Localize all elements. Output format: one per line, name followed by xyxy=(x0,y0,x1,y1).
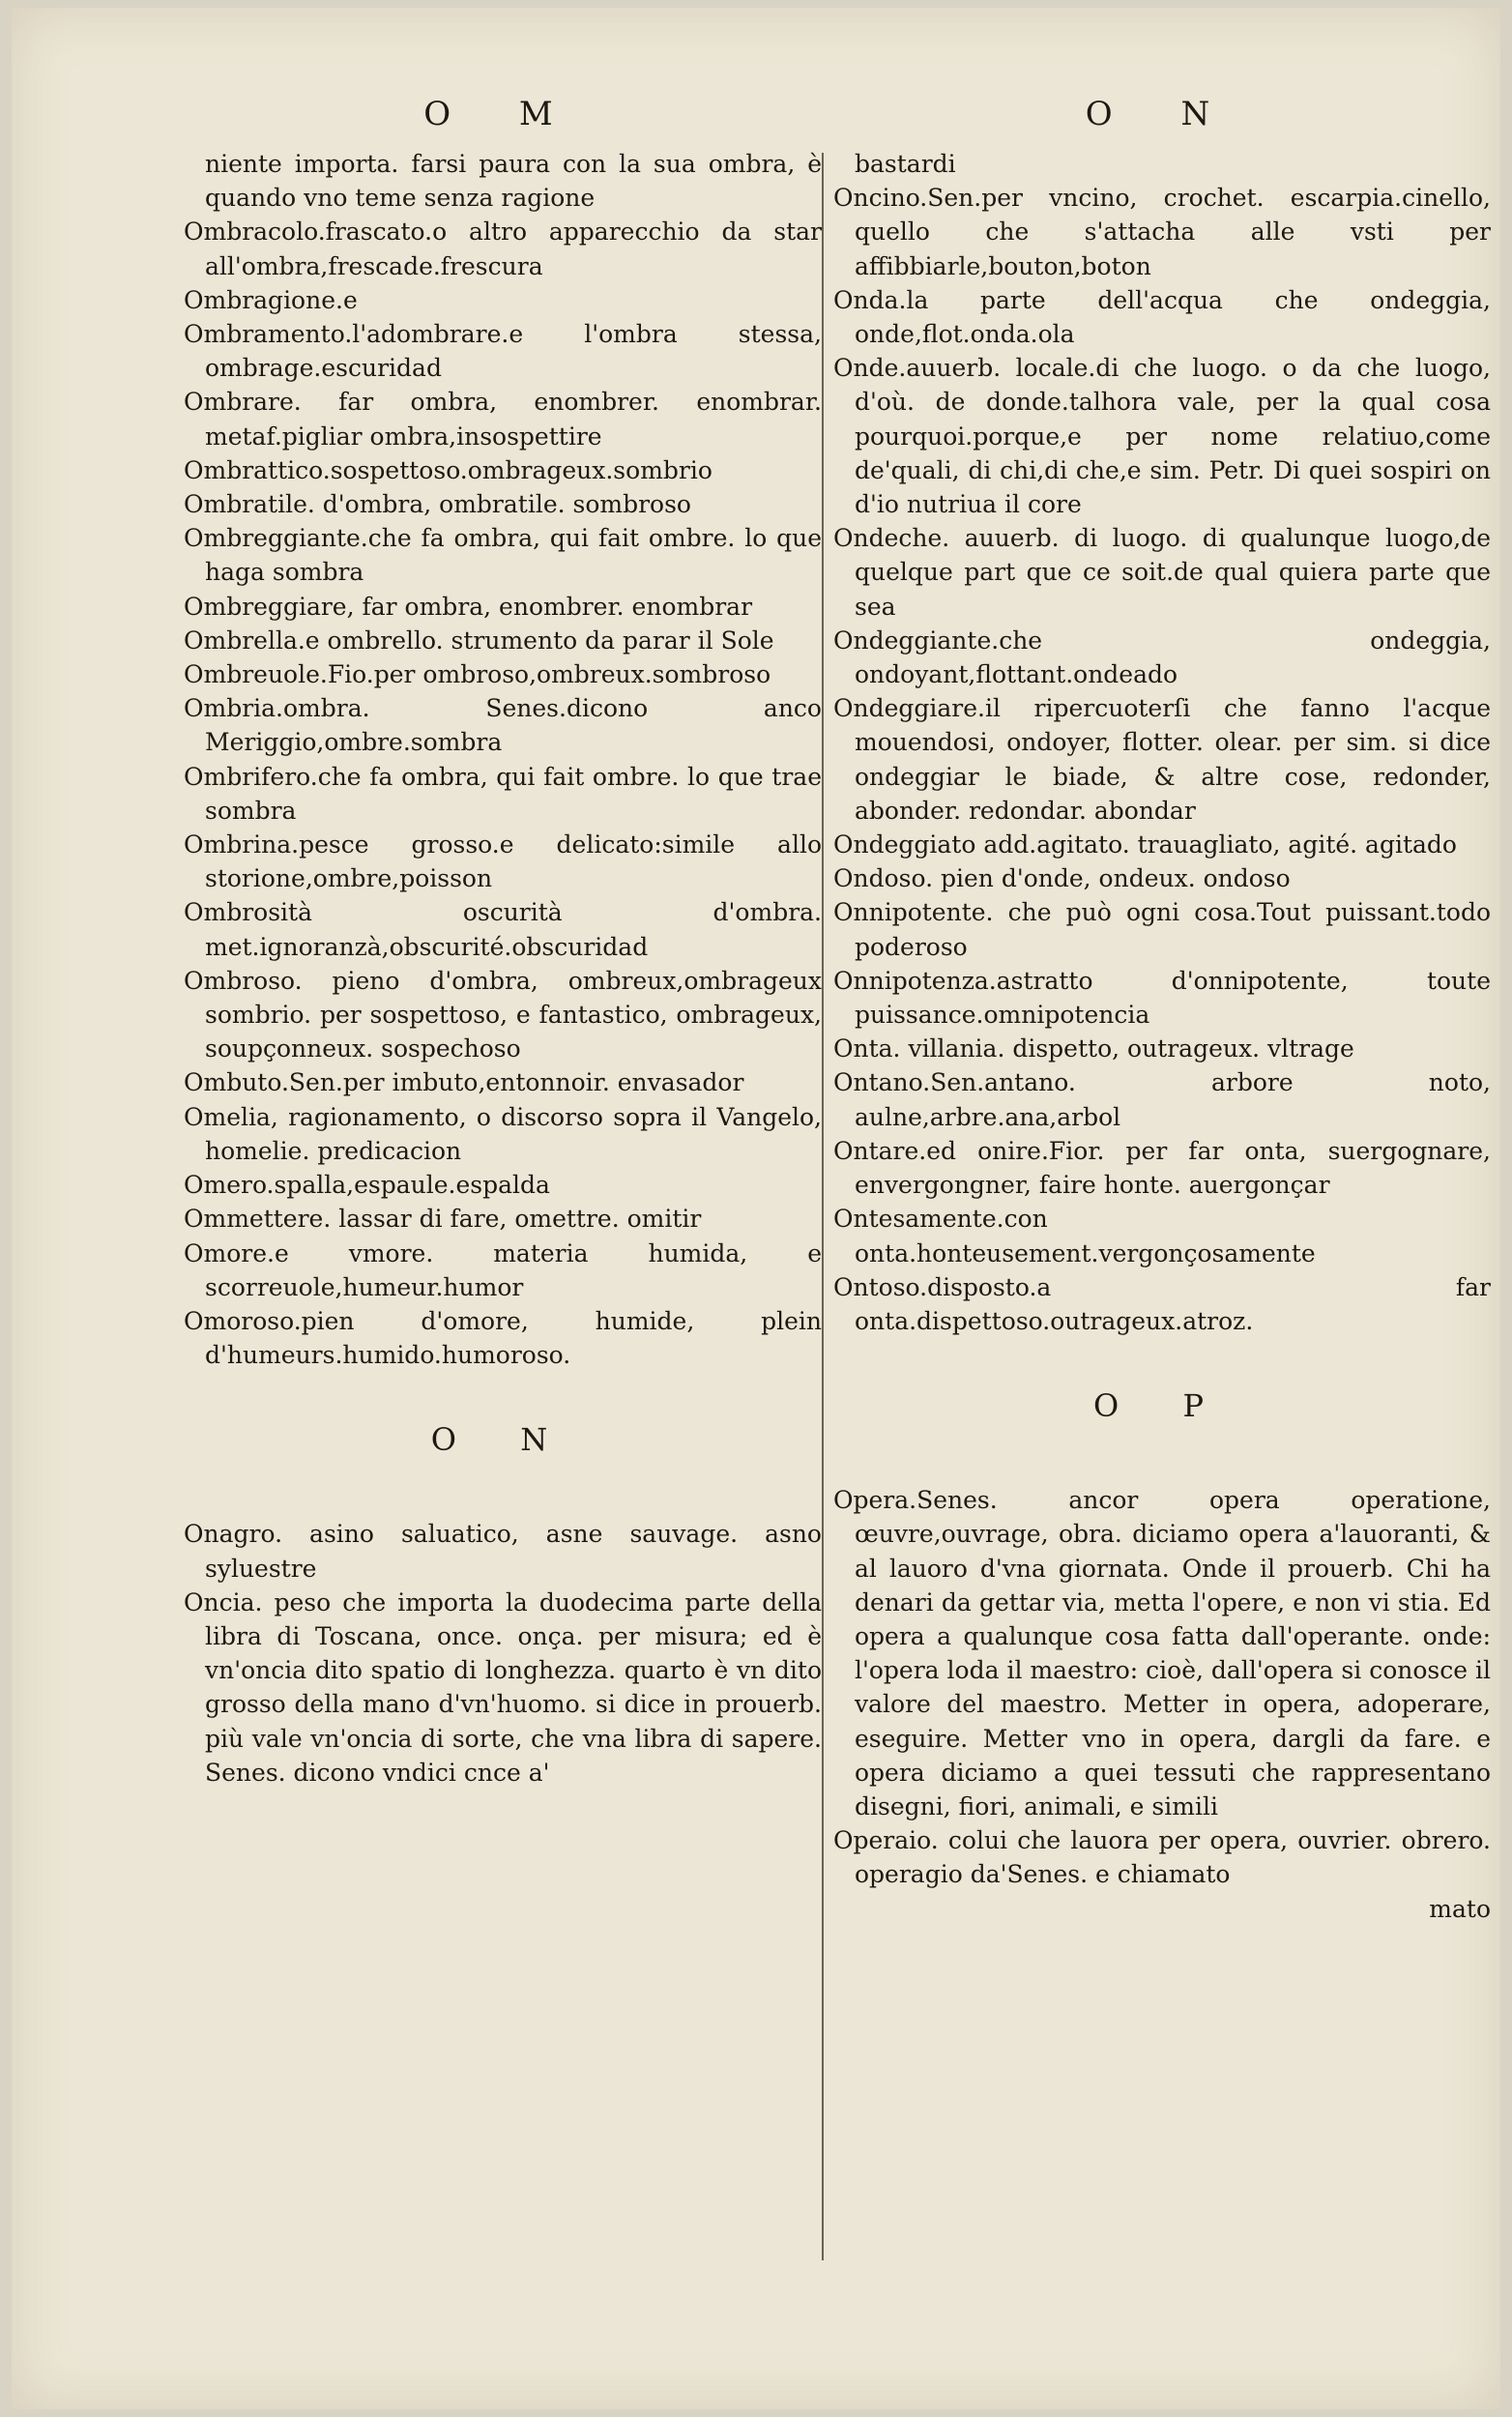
dictionary-entry: Ombreggiante.che fa ombra, qui fait ombre. lo que haga sombra xyxy=(184,524,822,587)
dictionary-entry: Ondeche. auuerb. di luogo. di qualunque luogo,de quelque part que ce soit.de qual quiera parte que sea xyxy=(833,524,1491,621)
dictionary-entry: Ontesamente.con onta.honteusement.vergonçosamente xyxy=(833,1205,1316,1267)
dictionary-entry: Oncino.Sen.per vncino, crochet. escarpia.cinello, quello che s'attacha alle vsti per affibbiarle,bouton,boton xyxy=(833,184,1491,280)
dictionary-entry: Oncia. peso che importa la duodecima parte della libra di Toscana, once. onça. per misura; ed è vn'oncia dito spatio di longhezza. quarto è vn dito grosso della mano d'vn'huomo. si dice in prouerb. più vale vn'oncia di sorte, che vna libra di sapere. Senes. dicono vndici cnce a' xyxy=(184,1587,822,1787)
dictionary-entry: Ombragione.e xyxy=(184,285,358,314)
dictionary-entry: Ombrosità oscurità d'ombra. met.ignoranzà,obscurité.obscuridad xyxy=(184,898,822,961)
dictionary-entry: Ombratile. d'ombra, ombratile. sombroso xyxy=(184,490,691,519)
dictionary-entry: Ombrifero.che fa ombra, qui fait ombre. lo que trae sombra xyxy=(184,762,822,825)
column-divider xyxy=(822,153,824,2260)
dictionary-entry: Ondoso. pien d'onde, ondeux. ondoso xyxy=(833,864,1291,893)
dictionary-entry: Ombuto.Sen.per imbuto,entonnoir. envasador xyxy=(184,1068,744,1097)
dictionary-entry: Onnipotenza.astratto d'onnipotente, toute puissance.omnipotencia xyxy=(833,966,1491,1030)
catchword: mato xyxy=(1429,1894,1491,1923)
dictionary-entry: Ombramento.l'adombrare.e l'ombra stessa, ombrage.escuridad xyxy=(184,320,822,383)
section-header-on: O N xyxy=(430,1421,575,1459)
dictionary-entry: niente importa. farsi paura con la sua ombra, è quando vno teme senza ragione xyxy=(205,150,822,213)
dictionary-entry: Onnipotente. che può ogni cosa.Tout puissant.todo poderoso xyxy=(833,898,1491,961)
dictionary-entry: Ombrella.e ombrello. strumento da parar il Sole xyxy=(184,626,774,655)
right-column-header: O N xyxy=(1085,95,1239,133)
dictionary-entry: Omoroso.pien d'omore, humide, plein d'humeurs.humido.humoroso. xyxy=(184,1306,822,1370)
dictionary-entry: Onde.auuerb. locale.di che luogo. o da che luogo, d'où. de donde.talhora vale, per la qual cosa pourquoi.porque,e per nome relatiuo,come de'quali, di chi,di che,e sim. Petr. Di quei sospiri on d'io nutriua il core xyxy=(833,354,1491,519)
dictionary-entry: Omero.spalla,espaule.espalda xyxy=(184,1171,550,1200)
dictionary-entry: Ombrare. far ombra, enombrer. enombrar. metaf.pigliar ombra,insospettire xyxy=(184,388,822,451)
dictionary-entry: Ommettere. lassar di fare, omettre. omitir xyxy=(184,1205,702,1234)
dictionary-entry: Ombracolo.frascato.o altro apparecchio da star all'ombra,frescade.frescura xyxy=(184,218,822,280)
dictionary-entry: Opera.Senes. ancor opera operatione, œuvre,ouvrage, obra. diciamo opera a'lauoranti, & al lauoro d'vna giornata. Onde il prouerb. Chi ha denari da gettar via, metta l'opere, e non vi stia. Ed opera a qualunque cosa fatta dall'operante. onde: l'opera loda il maestro: cioè, dall'opera si conosce il valore del maestro. Metter in opera, adoperare, eseguire. Metter vno in opera, dargli da fare. e opera diciamo a quei tessuti che rappresentano disegni, fiori, animali, e simili xyxy=(833,1486,1491,1820)
dictionary-entry: Ondeggiare.il ripercuoterſi che fanno l'acque mouendosi, ondoyer, flotter. olear. per sim. si dice ondeggiar le biade, & altre cose, redonder, abonder. redondar. abondar xyxy=(833,694,1491,825)
dictionary-entry: Omelia, ragionamento, o discorso sopra il Vangelo, homelie. predicacion xyxy=(184,1102,822,1165)
dictionary-entry: Ontoso.disposto.a far onta.dispettoso.outrageux.atroz. xyxy=(833,1272,1491,1335)
dictionary-page xyxy=(12,8,1500,2409)
dictionary-entry: Ondeggiante.che ondeggia, ondoyant,flottant.ondeado xyxy=(833,626,1491,689)
dictionary-entry: Ontano.Sen.antano. arbore noto, aulne,arbre.ana,arbol xyxy=(833,1068,1491,1131)
dictionary-entry: Onda.la parte dell'acqua che ondeggia, onde,flot.onda.ola xyxy=(833,285,1491,349)
section-header-op: O P xyxy=(1093,1387,1231,1425)
dictionary-entry: Ombreggiare, far ombra, enombrer. enombrar xyxy=(184,592,753,621)
dictionary-entry: Onta. villania. dispetto, outrageux. vltrage xyxy=(833,1034,1354,1063)
dictionary-entry: Ontare.ed onire.Fior. per far onta, suergognare, envergongner, faire honte. auergonçar xyxy=(833,1136,1491,1200)
left-column-header: O M xyxy=(423,95,582,133)
dictionary-entry: Operaio. colui che lauora per opera, ouvrier. obrero. operagio da'Senes. e chiamato xyxy=(833,1826,1491,1889)
dictionary-entry: Ondeggiato add.agitato. trauagliato, agité. agitado xyxy=(833,830,1457,859)
dictionary-entry: Ombroso. pieno d'ombra, ombreux,ombrageux sombrio. per sospettoso, e fantastico, ombrageux, soupçonneux. sospechoso xyxy=(184,966,822,1063)
dictionary-entry: Ombria.ombra. Senes.dicono anco Meriggio,ombre.sombra xyxy=(184,694,822,757)
dictionary-entry: Ombrattico.sospettoso.ombrageux.sombrio xyxy=(184,455,712,484)
right-column xyxy=(833,85,1491,1926)
left-column xyxy=(184,85,822,1790)
dictionary-entry: bastardi xyxy=(855,150,956,178)
dictionary-entry: Ombrina.pesce grosso.e delicato:simile allo storione,ombre,poisson xyxy=(184,830,822,893)
dictionary-entry: Ombreuole.Fio.per ombroso,ombreux.sombroso xyxy=(184,660,771,689)
dictionary-entry: Omore.e vmore. materia humida, e scorreuole,humeur.humor xyxy=(184,1238,822,1301)
dictionary-entry: Onagro. asino saluatico, asne sauvage. asno syluestre xyxy=(184,1520,822,1583)
